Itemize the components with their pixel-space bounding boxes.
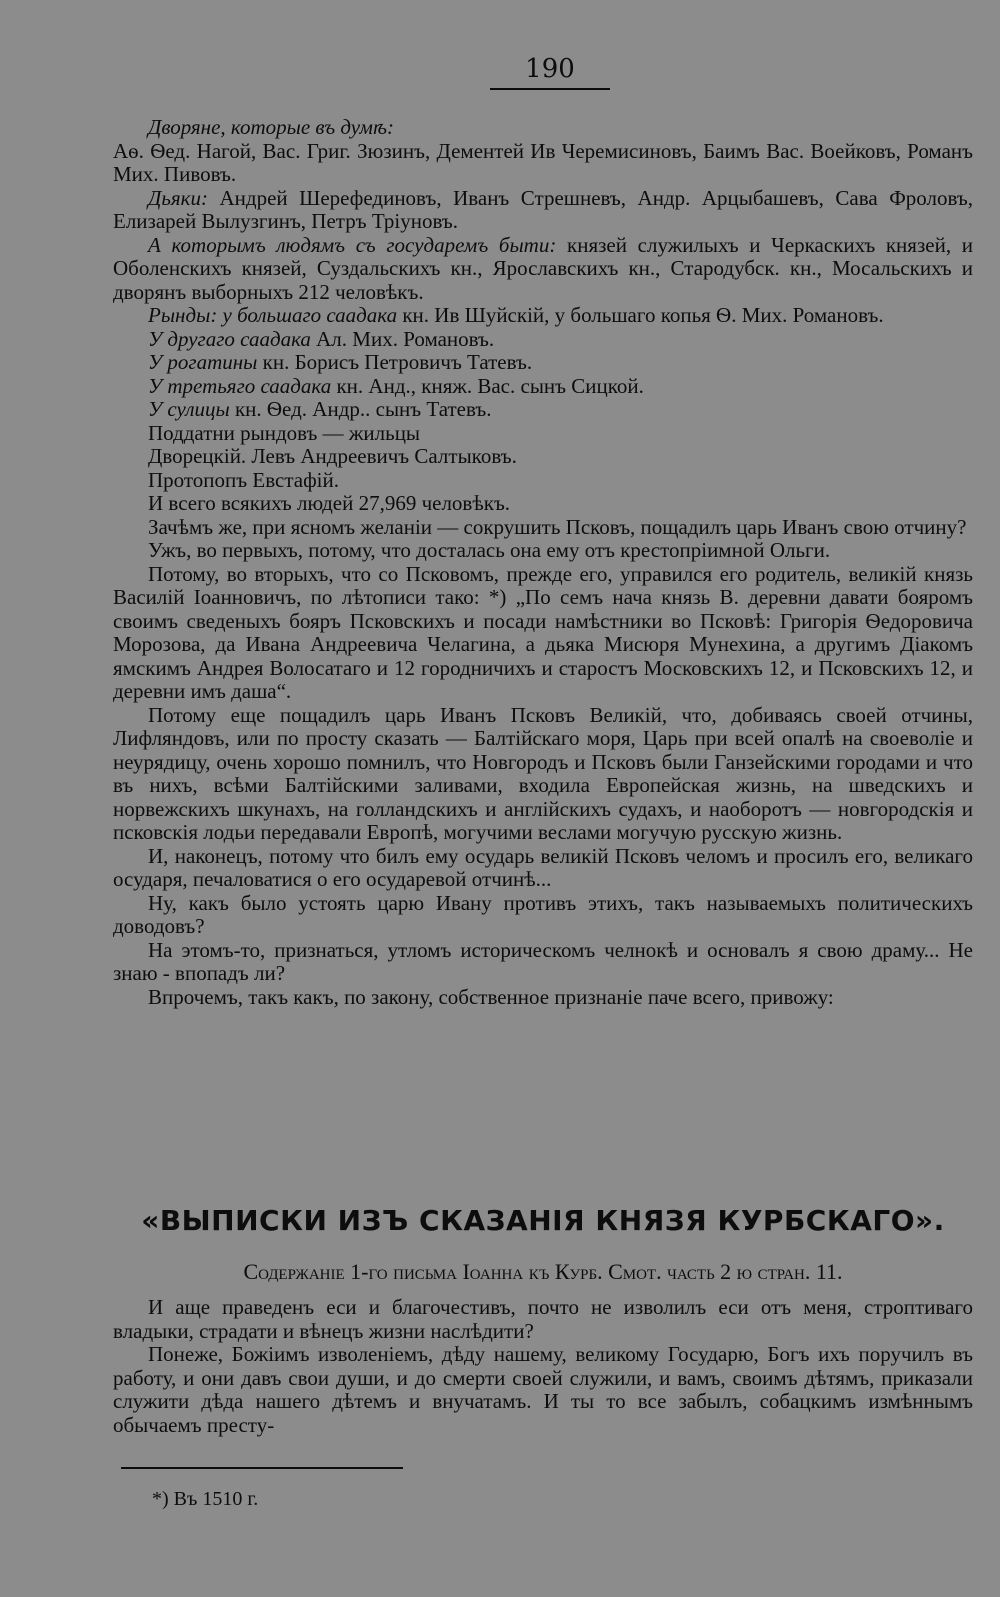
paragraph-label: Дворяне, которые въ думѣ: [148, 115, 394, 139]
paragraph [113, 234, 973, 305]
paragraph-text: Ну, какъ было устоять царю Ивану противъ этихъ, такъ называемыхъ политическихъ доводовъ? [113, 890, 973, 938]
page-number-rule [490, 88, 610, 90]
paragraph-label: У третьяго саадака [148, 373, 332, 398]
paragraph [113, 140, 973, 187]
paragraph [113, 116, 973, 140]
letter-text [113, 1296, 973, 1437]
page-number: 190 [525, 54, 575, 84]
paragraph-label: А которымъ людямъ съ государемъ быти: [148, 232, 557, 257]
paragraph [113, 328, 973, 352]
paragraph-text: кн. Анд., княж. Вас. сынъ Сицкой. [331, 373, 644, 398]
paragraph [113, 304, 973, 328]
paragraph [113, 704, 973, 845]
paragraph [113, 398, 973, 422]
paragraph [113, 539, 973, 563]
paragraph-text: кн. Ив Шуйскій, у большаго копья Ѳ. Мих. Романовъ. [397, 303, 884, 327]
paragraph [113, 563, 973, 704]
paragraph-label: У сулицы [148, 397, 230, 421]
paragraph-text: Зачѣмъ же, при ясномъ желаніи — сокрушить Псковъ, пощадилъ царь Иванъ свою отчину? [148, 514, 967, 539]
paragraph-text: князей служилыхъ и Черкаскихъ князей, и Оболенскихъ князей, Суздальскихъ кн., Ярославскихъ кн., Стародубск. кн., Мосальскихъ и дворянъ выборныхъ 212 человѣкъ. [113, 232, 973, 304]
paragraph-text: Потому, во вторыхъ, что со Псковомъ, прежде его, управился его родитель, великій князь Василій Іоанновичъ, по лѣтописи тако: *) „По семъ нача князь В. деревни давати бояромъ своимъ сведеныхъ бояръ Псковскихъ и посади намѣстники во Псковѣ: Григорія Ѳедоровича Морозова, да Ивана Андреевича Челагина, а дьяка Мисюря Мунехина, а другимъ Діакомъ ямскимъ Андрея Волосатаго и 12 городничихъ и старостъ Московскихъ 12, и Псковскихъ 12, и деревни имъ даша“. [113, 561, 973, 703]
paragraph [113, 375, 973, 399]
paragraph [113, 516, 973, 540]
paragraph [113, 986, 973, 1010]
paragraph-text: И всего всякихъ людей 27,969 человѣкъ. [148, 491, 511, 515]
paragraph [113, 187, 973, 234]
paragraph [113, 351, 973, 375]
paragraph [113, 939, 973, 986]
footnote-rule [121, 1467, 403, 1469]
paragraph-text: Впрочемъ, такъ какъ, по закону, собственное признаніе паче всего, привожу: [148, 984, 834, 1009]
paragraph: И аще праведенъ еси и благочестивъ, почто не изволилъ еси отъ меня, строптиваго владыки, страдати и вѣнецъ жизни наслѣдити? [113, 1295, 973, 1343]
paragraph [113, 422, 973, 446]
paragraph-text: Андрей Шерефединовъ, Иванъ Стрешневъ, Андр. Арцыбашевъ, Сава Фроловъ, Елизарей Вылузгинъ, Петръ Тріуновъ. [113, 185, 973, 233]
paragraph [113, 845, 973, 892]
paragraph-text: Дворецкій. Левъ Андреевичъ Салтыковъ. [148, 444, 517, 468]
paragraph-text: И, наконецъ, потому что билъ ему осударь великій Псковъ челомъ и просилъ его, великаго осударя, печаловатися о его осударевой отчинѣ... [113, 843, 973, 891]
paragraph-text: Протопопъ Евстафій. [148, 467, 339, 492]
section-subheading: Содержаніе 1-го письма Іоанна къ Курб. Смот. часть 2 ю стран. 11. [243, 1259, 843, 1284]
paragraph-text: кн. Борисъ Петровичъ Татевъ. [257, 350, 533, 374]
paragraph-text: Поддатни рындовъ — жильцы [148, 420, 421, 445]
paragraph [113, 492, 973, 516]
footnote: *) Въ 1510 г. [152, 1488, 259, 1510]
paragraph-label: Дьяки: [148, 185, 208, 210]
paragraph [113, 892, 973, 939]
paragraph-text: Аѳ. Ѳед. Нагой, Вас. Григ. Зюзинъ, Дементей Ив Черемисиновъ, Баимъ Вас. Воейковъ, Романъ Мих. Пивовъ. [113, 138, 973, 186]
paragraph-label: У рогатины [148, 350, 258, 374]
main-text [113, 116, 973, 1009]
paragraph-text: Ал. Мих. Романовъ. [310, 326, 495, 351]
paragraph [113, 445, 973, 469]
paragraph: Понеже, Божіимъ изволеніемъ, дѣду нашему, великому Государю, Богъ ихъ поручилъ въ работу, и они давъ свои души, и до смерти своей служили, и вамъ, своимъ дѣтямъ, приказали служити дѣда нашего дѣтемъ и внучатамъ. И ты то все забылъ, собацкимъ измѣннымъ обычаемъ престу- [113, 1342, 973, 1437]
paragraph-label: Рынды: у большаго саадака [148, 303, 398, 327]
paragraph-label: У другаго саадака [148, 326, 311, 351]
paragraph-text: Потому еще пощадилъ царь Иванъ Псковъ Великій, что, добиваясь своей отчины, Лифляндовъ, или по просту сказать — Балтійскаго моря, Царь при всей опалѣ на своеволіе и неурядицу, очень хорошо помнилъ, что Новгородъ и Псковъ были Ганзейскими городами и что въ нихъ, всѣми Балтійскими заливами, входила Европейская жизнь, на шведскихъ и норвежскихъ шкунахъ, на голландскихъ и англійскихъ судахъ, и наоборотъ — новгородскія и псковскія лодьи передавали Европѣ, могучими веслами могучую русскую жизнь. [113, 702, 973, 844]
paragraph-text: Ужъ, во первыхъ, потому, что досталась она ему отъ крестопріимной Ольги. [148, 538, 831, 562]
paragraph-text: На этомъ-то, признаться, утломъ историческомъ челнокѣ и основалъ я свою драму... Не знаю - впопадъ ли? [113, 937, 973, 985]
paragraph-text: кн. Ѳед. Андр.. сынъ Татевъ. [229, 397, 492, 421]
section-heading: «ВЫПИСКИ ИЗЪ СКАЗАНІЯ КНЯЗЯ КУРБСКАГО». [141, 1204, 945, 1237]
paragraph [113, 469, 973, 493]
